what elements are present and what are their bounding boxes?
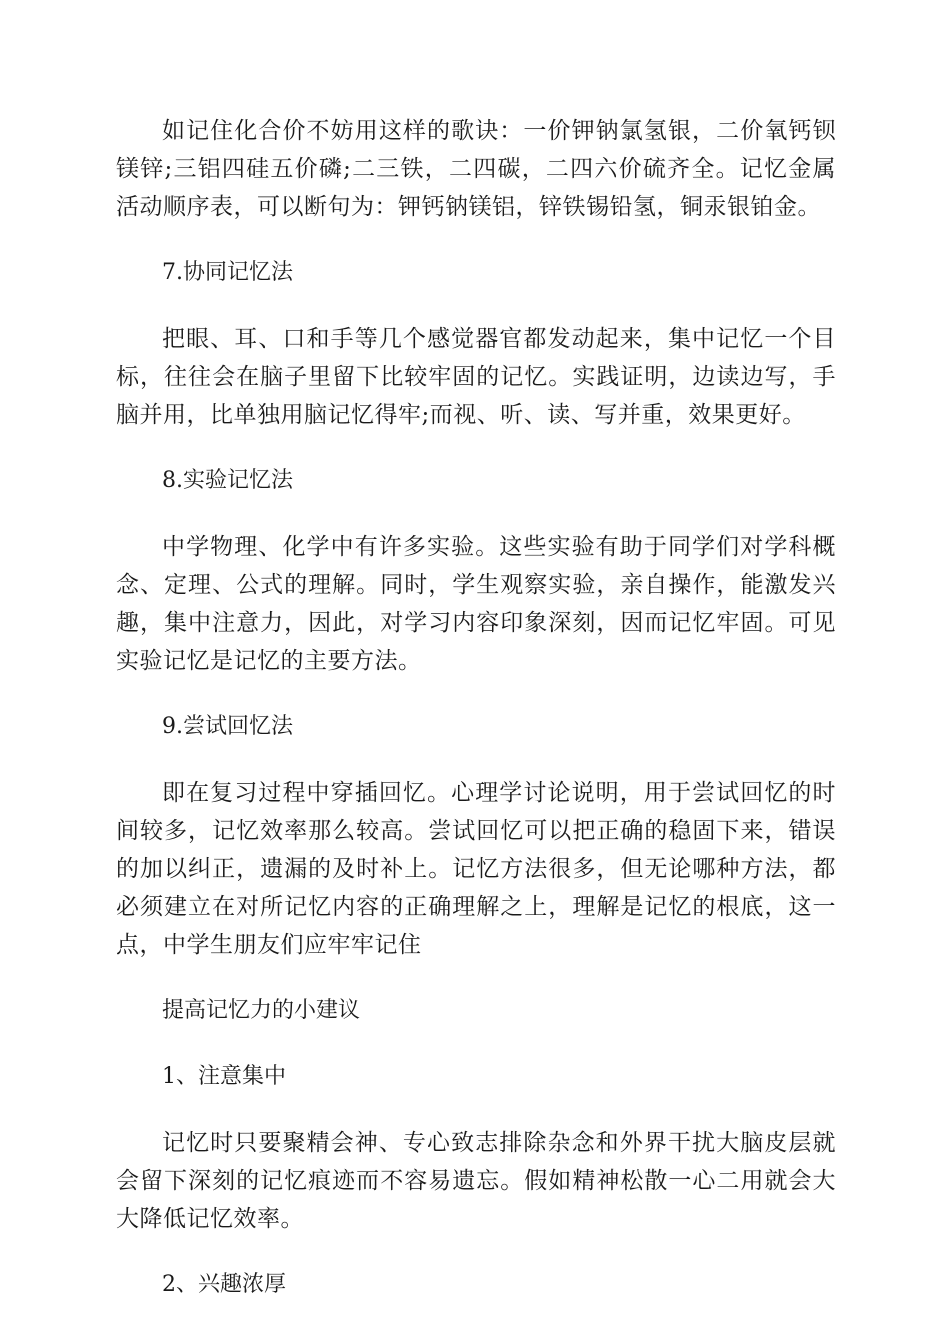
heading-experiment-memory: 8.实验记忆法 xyxy=(162,468,293,493)
paragraph-recall-attempt: 即在复习过程中穿插回忆。心理学讨论说明，用于尝试回忆的时间较多，记忆效率那么较高。尝试回忆可以把正确的稳固下来，错误的加以纠正，遗漏的及时补上。记忆方法很多，但无论哪种方法，都必须建立在对所记忆内容的正确理解之上，理解是记忆的根底，这一点，中学生朋友们应牢牢记住 xyxy=(116,780,836,958)
paragraph-focus: 记忆时只要聚精会神、专心致志排除杂念和外界干扰大脑皮层就会留下深刻的记忆痕迹而不容易遗忘。假如精神松散一心二用就会大大降低记忆效率。 xyxy=(116,1130,836,1232)
heading-memory-tips: 提高记忆力的小建议 xyxy=(162,998,361,1023)
document-page xyxy=(116,112,836,1332)
paragraph-experiment-memory: 中学物理、化学中有许多实验。这些实验有助于同学们对学科概念、定理、公式的理解。同时，学生观察实验，亲自操作，能激发兴趣，集中注意力，因此，对学习内容印象深刻，因而记忆牢固。可见实验记忆是记忆的主要方法。 xyxy=(116,534,836,674)
heading-interest: 2、兴趣浓厚 xyxy=(162,1272,286,1297)
heading-recall-attempt: 9.尝试回忆法 xyxy=(162,714,293,739)
paragraph-valence-mnemonic: 如记住化合价不妨用这样的歌诀：一价钾钠氯氢银，二价氧钙钡镁锌;三铝四硅五价磷;二三铁，二四碳，二四六价硫齐全。记忆金属活动顺序表，可以断句为：钾钙钠镁铝，锌铁锡铅氢，铜汞银铂金。 xyxy=(116,118,836,220)
heading-focus: 1、注意集中 xyxy=(162,1064,286,1089)
paragraph-collaborative-memory: 把眼、耳、口和手等几个感觉器官都发动起来，集中记忆一个目标，往往会在脑子里留下比较牢固的记忆。实践证明，边读边写，手脑并用，比单独用脑记忆得牢;而视、听、读、写并重，效果更好。 xyxy=(116,326,836,428)
heading-collaborative-memory: 7.协同记忆法 xyxy=(162,260,293,285)
